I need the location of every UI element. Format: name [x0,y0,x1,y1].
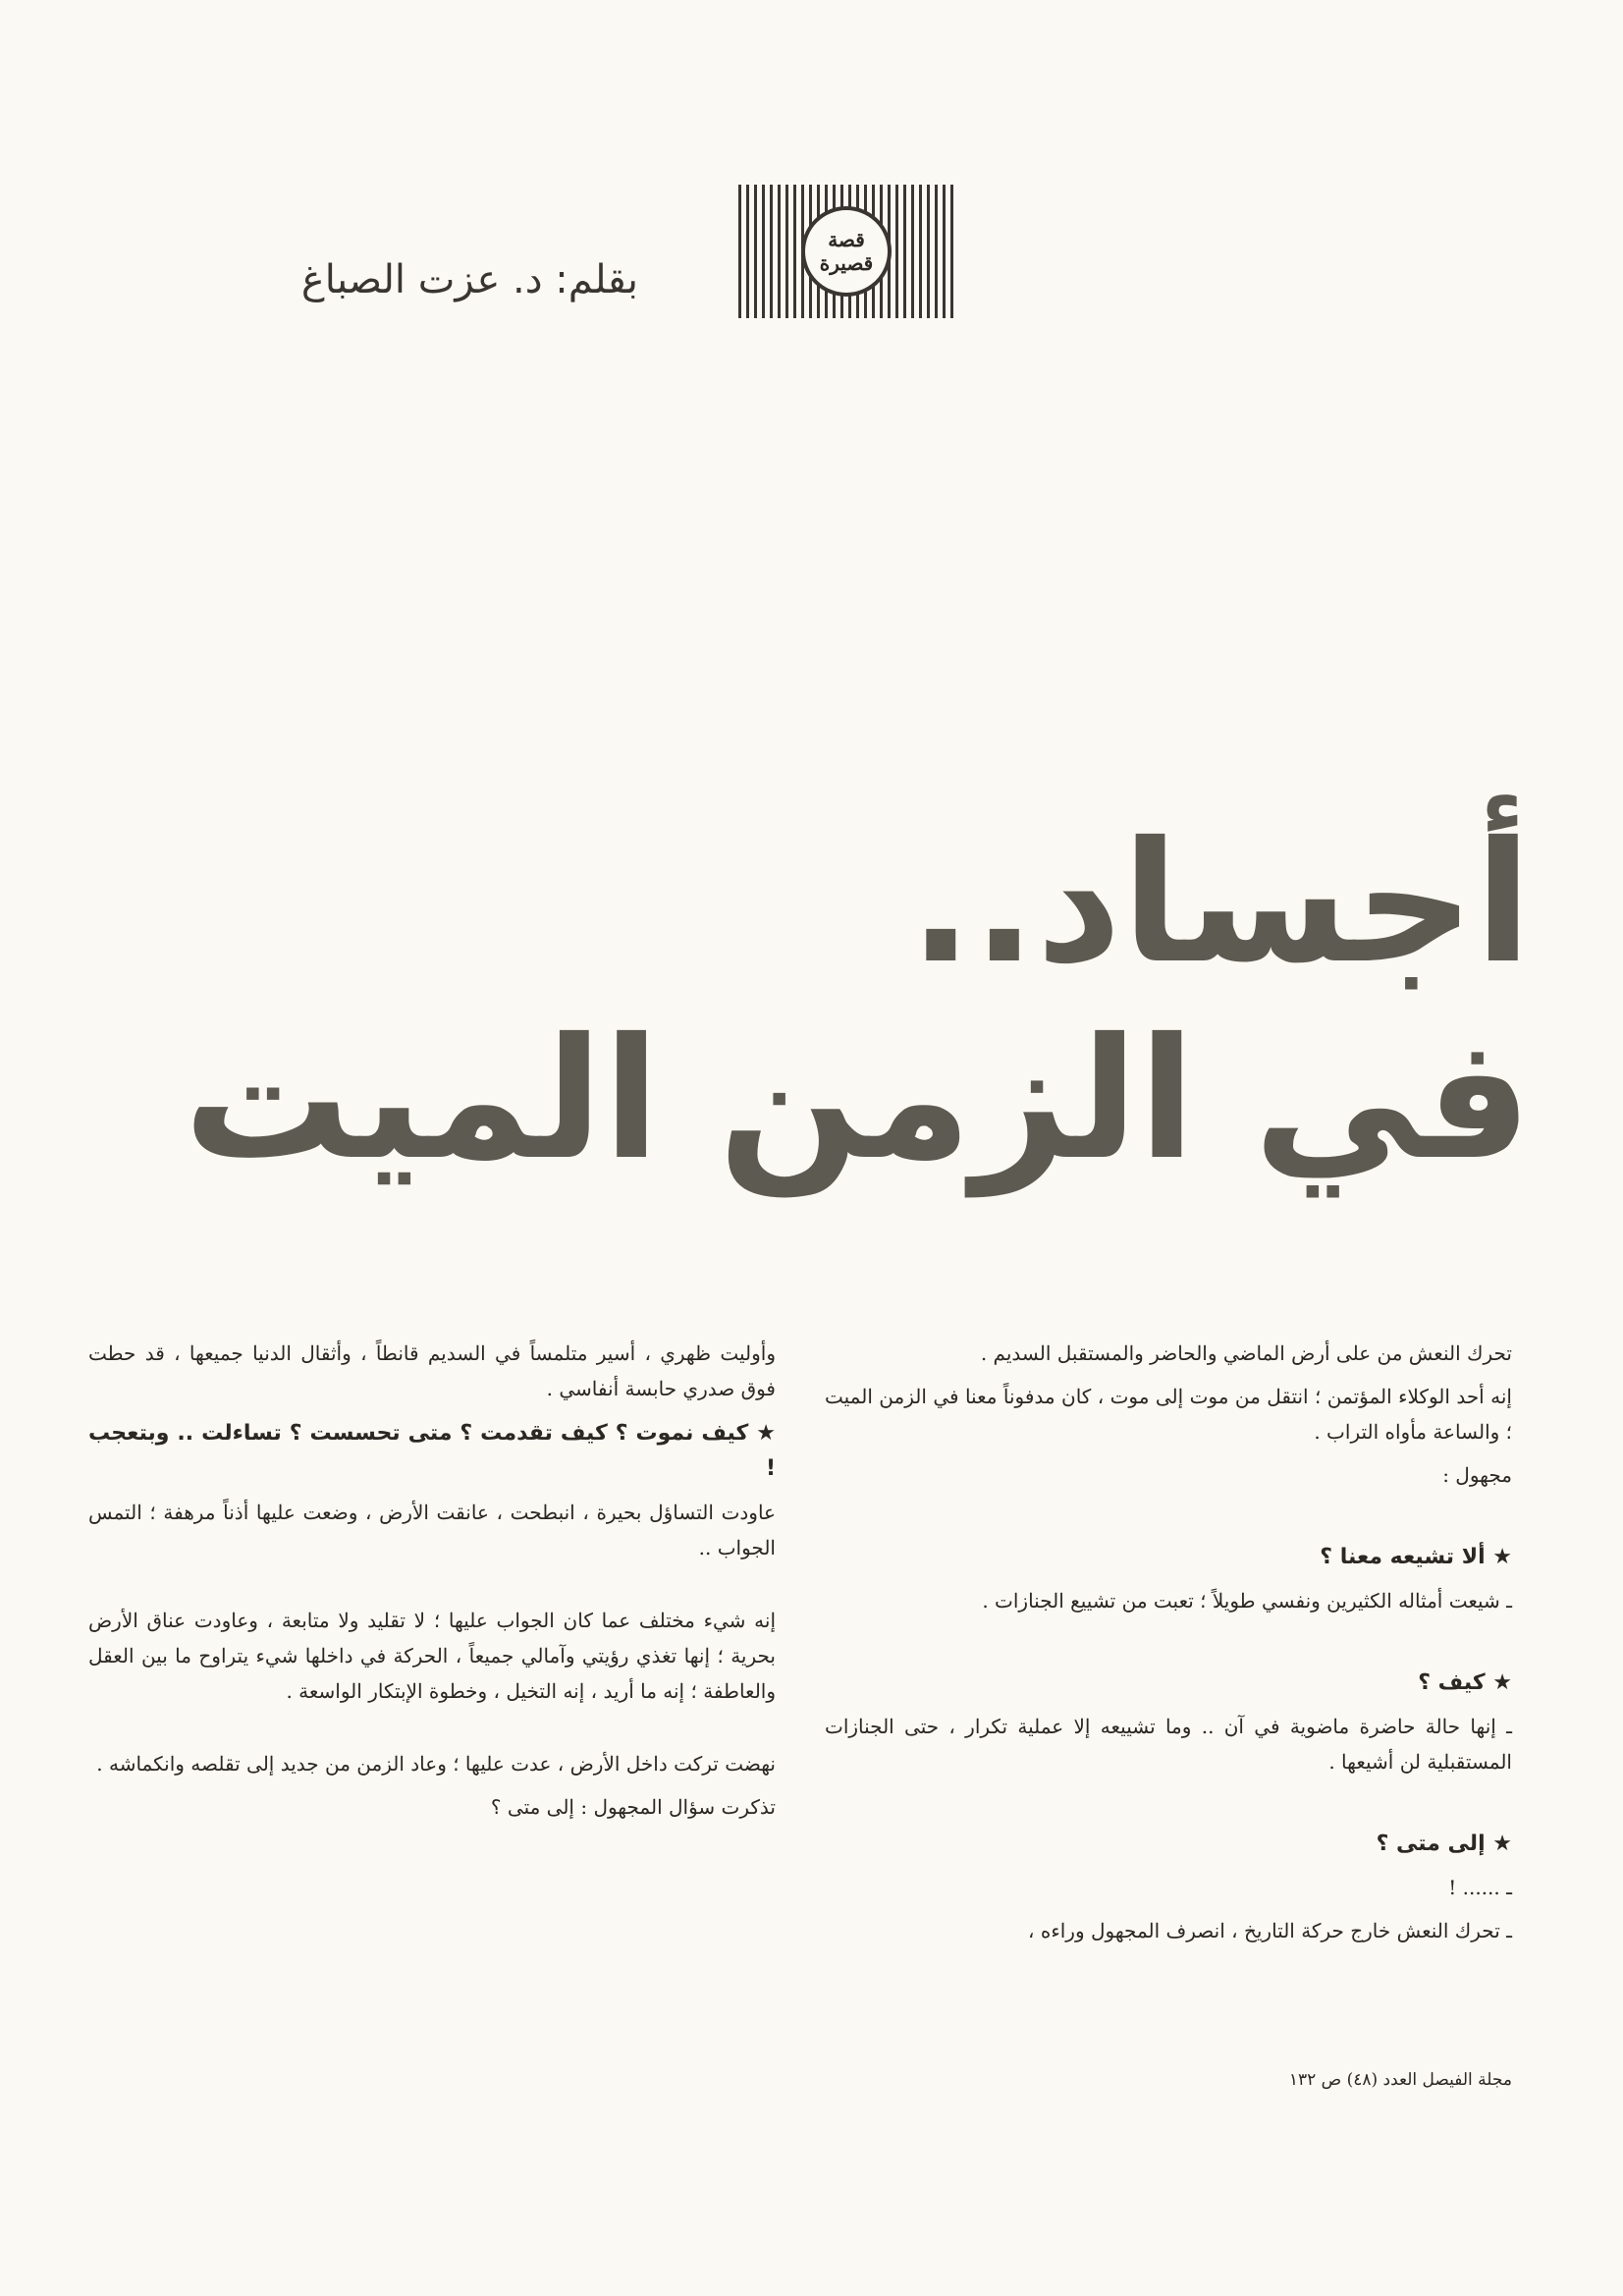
badge-line2: قصيرة [819,251,874,275]
paragraph: مجهول : [1442,1463,1512,1487]
paragraph-gap [88,1573,776,1603]
page-title [79,805,1532,1198]
paragraph-gap [825,1626,1512,1656]
question-heading: ★ كيف ؟ [1418,1670,1512,1695]
badge-line1: قصة [828,228,865,251]
paragraph: إنه شيء مختلف عما كان الجواب عليها ؛ لا تقليد ولا متابعة ، وعاودت عناق الأرض بحرية ؛ إنها تغذي رؤيتي وآمالي جميعاً ، الحركة في داخلها شيء يتراوح ما بين العقل والعاطفة ؛ إنه ما أريد ، إنه التخيل ، وخطوة الإبتكار الواسعة . [88,1609,776,1703]
question-heading: ★ إلى متى ؟ [1376,1831,1512,1856]
paragraph-gap [825,1501,1512,1530]
paragraph: ـ شيعت أمثاله الكثيرين ونفسي طويلاً ؛ تعبت من تشييع الجنازات . [982,1589,1512,1613]
paragraph: ـ ...... ! [1448,1876,1512,1899]
paragraph: ـ تحرك النعش خارج حركة التاريخ ، انصرف المجهول وراءه ، [1028,1919,1512,1942]
story-badge [738,185,954,318]
page-footer: مجلة الفيصل العدد (٤٨) ص ١٣٢ [1288,2070,1512,2090]
question-heading: ★ كيف نموت ؟ كيف تقدمت ؟ متى تحسست ؟ تساءلت .. وبتعجب ! [88,1421,776,1481]
title-line1: أجساد.. [908,806,1532,1001]
left-column [88,1336,776,1832]
paragraph: تذكرت سؤال المجهول : إلى متى ؟ [490,1795,776,1819]
badge-circle [801,206,892,297]
question-heading: ★ ألا تشيعه معنا ؟ [1320,1545,1512,1569]
paragraph: نهضت تركت داخل الأرض ، عدت عليها ؛ وعاد الزمن من جديد إلى تقلصه وانكماشه . [96,1752,776,1776]
right-column [825,1336,1512,1956]
paragraph: وأوليت ظهري ، أسير متلمساً في السديم قانطاً ، وأثقال الدنيا جميعها ، قد حطت فوق صدري حابسة أنفاسي . [88,1341,776,1400]
paragraph: إنه أحد الوكلاء المؤتمن ؛ انتقل من موت إلى موت ، كان مدفوناً معنا في الزمن الميت ؛ والساعة مأواه التراب . [825,1385,1512,1444]
paragraph: ـ إنها حالة حاضرة ماضوية في آن .. وما تشييعه إلا عملية تكرار ، حتى الجنازات المستقبلية لن أشيعها . [825,1715,1512,1774]
paragraph-gap [88,1717,776,1746]
title-line2: في الزمن الميت [183,1003,1532,1197]
paragraph: عاودت التساؤل بحيرة ، انبطحت ، عانقت الأرض ، وضعت عليها أذناً مرهفة ؛ التمس الجواب .. [88,1501,776,1559]
paragraph-gap [825,1787,1512,1817]
paragraph: تحرك النعش من على أرض الماضي والحاضر والمستقبل السديم . [980,1341,1512,1365]
byline: بقلم: د. عزت الصباغ [300,257,638,302]
